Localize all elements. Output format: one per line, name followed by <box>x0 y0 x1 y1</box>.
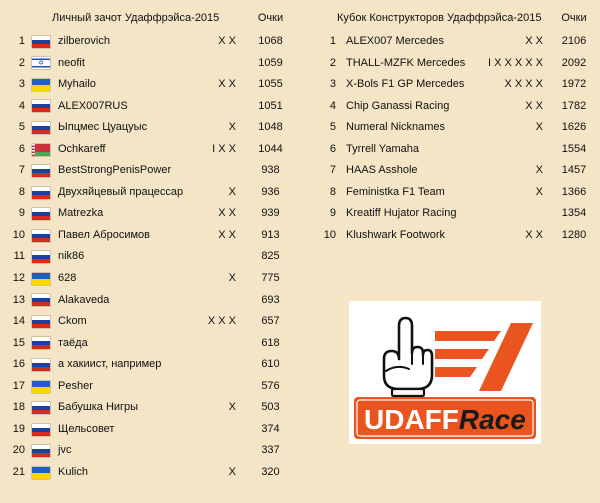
russia-flag-icon <box>32 100 50 112</box>
ukraine-flag-icon <box>32 273 50 285</box>
position-number: 3 <box>18 78 25 91</box>
position-number: 10 <box>12 228 25 241</box>
points-value: 1044 <box>258 142 283 155</box>
drivers-points-header: Очки <box>257 12 284 24</box>
race-marks: X <box>228 185 236 198</box>
udaffrace-logo <box>349 301 541 444</box>
driver-name: а хакиист, например <box>58 358 162 371</box>
race-marks: X X <box>218 207 236 220</box>
table-row <box>0 290 300 312</box>
table-row <box>0 96 300 118</box>
race-marks: X X <box>218 35 236 47</box>
position-number: 9 <box>18 207 25 220</box>
table-row <box>300 53 600 75</box>
logo-text-race: Race <box>458 404 526 435</box>
drivers-table-title: Личный зачот Удаффрэйса-2015 <box>52 12 220 24</box>
points-value: 1972 <box>561 78 587 91</box>
position-number: 5 <box>18 121 25 134</box>
driver-name: таёда <box>58 336 88 349</box>
race-marks: X X <box>525 35 543 47</box>
driver-name: Ochkareff <box>58 142 106 155</box>
team-name: Chip Ganassi Racing <box>346 99 450 112</box>
constructors-table-title: Кубок Конструкторов Удаффрэйса-2015 <box>337 12 542 24</box>
israel-flag-icon <box>32 57 50 69</box>
table-row <box>0 246 300 268</box>
table-row <box>0 376 300 398</box>
driver-name: jvc <box>58 444 72 457</box>
driver-name: ALEX007RUS <box>58 99 128 112</box>
table-row <box>300 225 600 247</box>
driver-name: Myhailo <box>58 78 96 91</box>
position-number: 18 <box>12 401 25 414</box>
drivers-standings-table <box>0 31 300 491</box>
position-number: 10 <box>323 228 336 241</box>
race-marks: X <box>228 401 236 414</box>
table-row <box>300 96 600 118</box>
position-number: 3 <box>329 78 336 91</box>
svg-text:UDAFFRace <box>364 404 526 435</box>
position-number: 5 <box>329 121 336 134</box>
udaffrace-wordmark <box>354 397 536 439</box>
table-row <box>0 440 300 462</box>
team-name: THALL-MZFK Mercedes <box>346 56 466 69</box>
russia-flag-icon <box>32 402 50 414</box>
russia-flag-icon <box>32 359 50 371</box>
points-value: 657 <box>261 315 280 328</box>
russia-flag-icon <box>32 337 50 349</box>
table-row <box>0 74 300 96</box>
ukraine-flag-icon <box>32 381 50 393</box>
points-value: 374 <box>261 422 280 435</box>
table-row <box>300 160 600 182</box>
position-number: 4 <box>18 99 25 112</box>
russia-flag-icon <box>32 187 50 199</box>
table-row <box>0 203 300 225</box>
position-number: 2 <box>18 56 25 69</box>
table-row <box>0 53 300 75</box>
points-value: 2092 <box>561 56 587 69</box>
driver-name: Kulich <box>58 465 88 478</box>
driver-name: Matrezka <box>58 207 104 220</box>
driver-name: Павел Абросимов <box>58 228 151 241</box>
constructors-points-header: Очки <box>561 12 587 24</box>
russia-flag-icon <box>32 165 50 177</box>
table-row <box>300 203 600 225</box>
points-value: 2106 <box>561 35 587 47</box>
team-name: Tyrrell Yamaha <box>346 142 419 155</box>
points-value: 576 <box>261 379 280 392</box>
race-marks: X X X <box>207 315 236 328</box>
driver-name: Alakaveda <box>58 293 110 306</box>
team-name: HAAS Asshole <box>346 164 418 177</box>
points-value: 1457 <box>561 164 587 177</box>
race-marks: X X X X <box>504 78 543 91</box>
position-number: 19 <box>12 422 25 435</box>
position-number: 11 <box>13 250 25 263</box>
points-value: 1280 <box>561 228 587 241</box>
team-name: Feministka F1 Team <box>346 185 445 198</box>
table-row <box>0 160 300 182</box>
points-value: 1055 <box>258 78 283 91</box>
race-marks: I X X X X X <box>487 56 543 69</box>
position-number: 8 <box>18 185 25 198</box>
position-number: 7 <box>329 164 336 177</box>
race-marks: X X <box>218 228 236 241</box>
race-marks: X X <box>218 78 236 91</box>
team-name: Klushwark Footwork <box>346 228 446 241</box>
position-number: 6 <box>329 142 336 155</box>
belarus-flag-icon <box>32 144 50 156</box>
position-number: 2 <box>329 56 336 69</box>
russia-flag-icon <box>32 316 50 328</box>
team-name: ALEX007 Mercedes <box>346 35 444 47</box>
race-marks: X <box>228 272 236 285</box>
table-row <box>0 117 300 139</box>
team-name: X-Bols F1 GP Mercedes <box>346 78 465 91</box>
table-row <box>0 354 300 376</box>
table-row <box>0 333 300 355</box>
russia-flag-icon <box>32 445 50 457</box>
points-value: 775 <box>261 272 280 285</box>
points-value: 1782 <box>561 99 587 112</box>
race-marks: I X X <box>212 142 236 155</box>
team-name: Numeral Nicknames <box>346 121 446 134</box>
points-value: 1554 <box>561 142 587 155</box>
russia-flag-icon <box>32 208 50 220</box>
position-number: 12 <box>12 272 25 285</box>
points-value: 337 <box>261 444 280 457</box>
driver-name: 628 <box>58 272 77 285</box>
driver-name: Бабушка Нигры <box>58 401 139 414</box>
table-row <box>0 31 300 53</box>
russia-flag-icon <box>32 424 50 436</box>
race-marks: X X <box>525 99 543 112</box>
table-row <box>0 139 300 161</box>
table-row <box>0 311 300 333</box>
table-row <box>300 31 600 53</box>
position-number: 21 <box>12 465 25 478</box>
points-value: 320 <box>261 465 280 478</box>
points-value: 938 <box>261 164 280 177</box>
position-number: 4 <box>329 99 336 112</box>
points-value: 939 <box>261 207 280 220</box>
points-value: 1051 <box>258 99 283 112</box>
race-marks: X <box>535 185 543 198</box>
table-row <box>0 182 300 204</box>
points-value: 1366 <box>561 185 587 198</box>
points-value: 610 <box>261 358 280 371</box>
driver-name: zilberovich <box>58 35 110 47</box>
table-row <box>300 182 600 204</box>
table-row <box>300 117 600 139</box>
russia-flag-icon <box>32 122 50 134</box>
logo-text-udaff: UDAFF <box>364 404 459 435</box>
russia-flag-icon <box>32 230 50 242</box>
race-marks: X X <box>525 228 543 241</box>
ukraine-flag-icon <box>32 467 50 479</box>
position-number: 7 <box>18 164 25 177</box>
points-value: 693 <box>261 293 280 306</box>
points-value: 1626 <box>561 121 587 134</box>
points-value: 1048 <box>258 121 283 134</box>
race-marks: X <box>228 465 236 478</box>
driver-name: Pesher <box>58 379 93 392</box>
race-marks: X <box>228 121 236 134</box>
points-value: 1059 <box>258 56 283 69</box>
table-row <box>0 397 300 419</box>
driver-name: Двухяйцевый працессар <box>58 185 184 198</box>
points-value: 1354 <box>561 207 587 220</box>
points-value: 503 <box>261 401 280 414</box>
points-value: 936 <box>261 185 280 198</box>
russia-flag-icon <box>32 36 50 48</box>
position-number: 6 <box>18 142 25 155</box>
position-number: 1 <box>18 35 25 47</box>
table-row <box>300 139 600 161</box>
driver-name: Щельсовет <box>58 422 115 435</box>
table-row <box>300 74 600 96</box>
position-number: 14 <box>12 315 25 328</box>
driver-name: BestStrongPenisPower <box>58 164 172 177</box>
table-row <box>0 268 300 290</box>
driver-name: nik86 <box>58 250 85 263</box>
russia-flag-icon <box>32 294 50 306</box>
driver-name: Ckom <box>58 315 87 328</box>
table-row <box>0 225 300 247</box>
position-number: 15 <box>12 336 25 349</box>
points-value: 913 <box>261 228 280 241</box>
race-marks: X <box>535 164 543 177</box>
points-value: 618 <box>261 336 280 349</box>
driver-name: Ыпцмес Цуацуыс <box>58 121 148 134</box>
position-number: 17 <box>12 379 25 392</box>
race-marks: X <box>535 121 543 134</box>
points-value: 825 <box>261 250 280 263</box>
position-number: 16 <box>12 358 25 371</box>
team-name: Kreatiff Hujator Racing <box>346 207 457 220</box>
driver-name: neofit <box>58 56 85 69</box>
table-row <box>0 462 300 484</box>
points-value: 1068 <box>258 35 283 47</box>
position-number: 13 <box>12 293 25 306</box>
position-number: 20 <box>12 444 25 457</box>
table-row <box>0 419 300 441</box>
russia-flag-icon <box>32 251 50 263</box>
position-number: 1 <box>329 35 336 47</box>
ukraine-flag-icon <box>32 79 50 91</box>
position-number: 9 <box>329 207 336 220</box>
position-number: 8 <box>329 185 336 198</box>
